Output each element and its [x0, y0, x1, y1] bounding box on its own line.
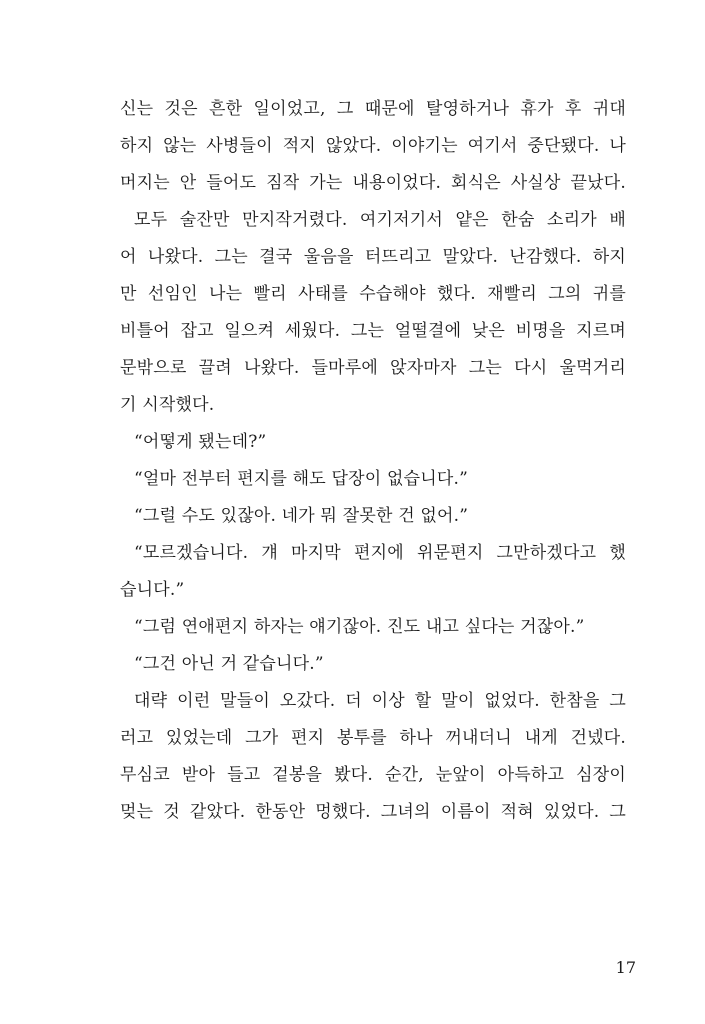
text-line: 비틀어 잡고 일으켜 세웠다. 그는 얼떨결에 낮은 비명을 지르며 — [120, 321, 626, 341]
text-line: 만 선임인 나는 빨리 사태를 수습해야 했다. 재빨리 그의 귀를 — [120, 284, 626, 304]
dialogue-line: “그건 아닌 거 같습니다.” — [134, 654, 324, 674]
text-line: 멎는 것 같았다. 한동안 멍했다. 그녀의 이름이 적혀 있었다. 그 — [120, 802, 626, 822]
text-line: 대략 이런 말들이 오갔다. 더 이상 할 말이 없었다. 한참을 그 — [134, 691, 626, 711]
dialogue-line: “모르겠습니다. 걔 마지막 편지에 위문편지 그만하겠다고 했 — [134, 543, 626, 563]
dialogue-line: “어떻게 됐는데?” — [134, 432, 267, 452]
text-line: 기 시작했다. — [120, 395, 215, 415]
text-line: 문밖으로 끌려 나왔다. 들마루에 앉자마자 그는 다시 울먹거리 — [120, 358, 626, 378]
body-text — [120, 91, 626, 831]
dialogue-line: “그럼 연애편지 하자는 얘기잖아. 진도 내고 싶다는 거잖아.” — [134, 617, 585, 637]
text-line: 무심코 받아 들고 겉봉을 봤다. 순간, 눈앞이 아득하고 심장이 — [120, 765, 626, 785]
dialogue-line: “그럴 수도 있잖아. 네가 뭐 잘못한 건 없어.” — [134, 506, 469, 526]
dialogue-line: 습니다.” — [120, 580, 185, 600]
text-line: 머지는 안 들어도 짐작 가는 내용이었다. 회식은 사실상 끝났다. — [120, 173, 626, 193]
text-line: 모두 술잔만 만지작거렸다. 여기저기서 얕은 한숨 소리가 배 — [134, 210, 626, 230]
page-number: 17 — [615, 958, 636, 977]
dialogue-line: “얼마 전부터 편지를 해도 답장이 없습니다.” — [134, 469, 468, 489]
text-line: 러고 있었는데 그가 편지 봉투를 하나 꺼내더니 내게 건넸다. — [120, 728, 626, 748]
text-line: 어 나왔다. 그는 결국 울음을 터뜨리고 말았다. 난감했다. 하지 — [120, 247, 626, 267]
text-line: 하지 않는 사병들이 적지 않았다. 이야기는 여기서 중단됐다. 나 — [120, 136, 626, 156]
text-line: 신는 것은 흔한 일이었고, 그 때문에 탈영하거나 휴가 후 귀대 — [120, 99, 626, 119]
